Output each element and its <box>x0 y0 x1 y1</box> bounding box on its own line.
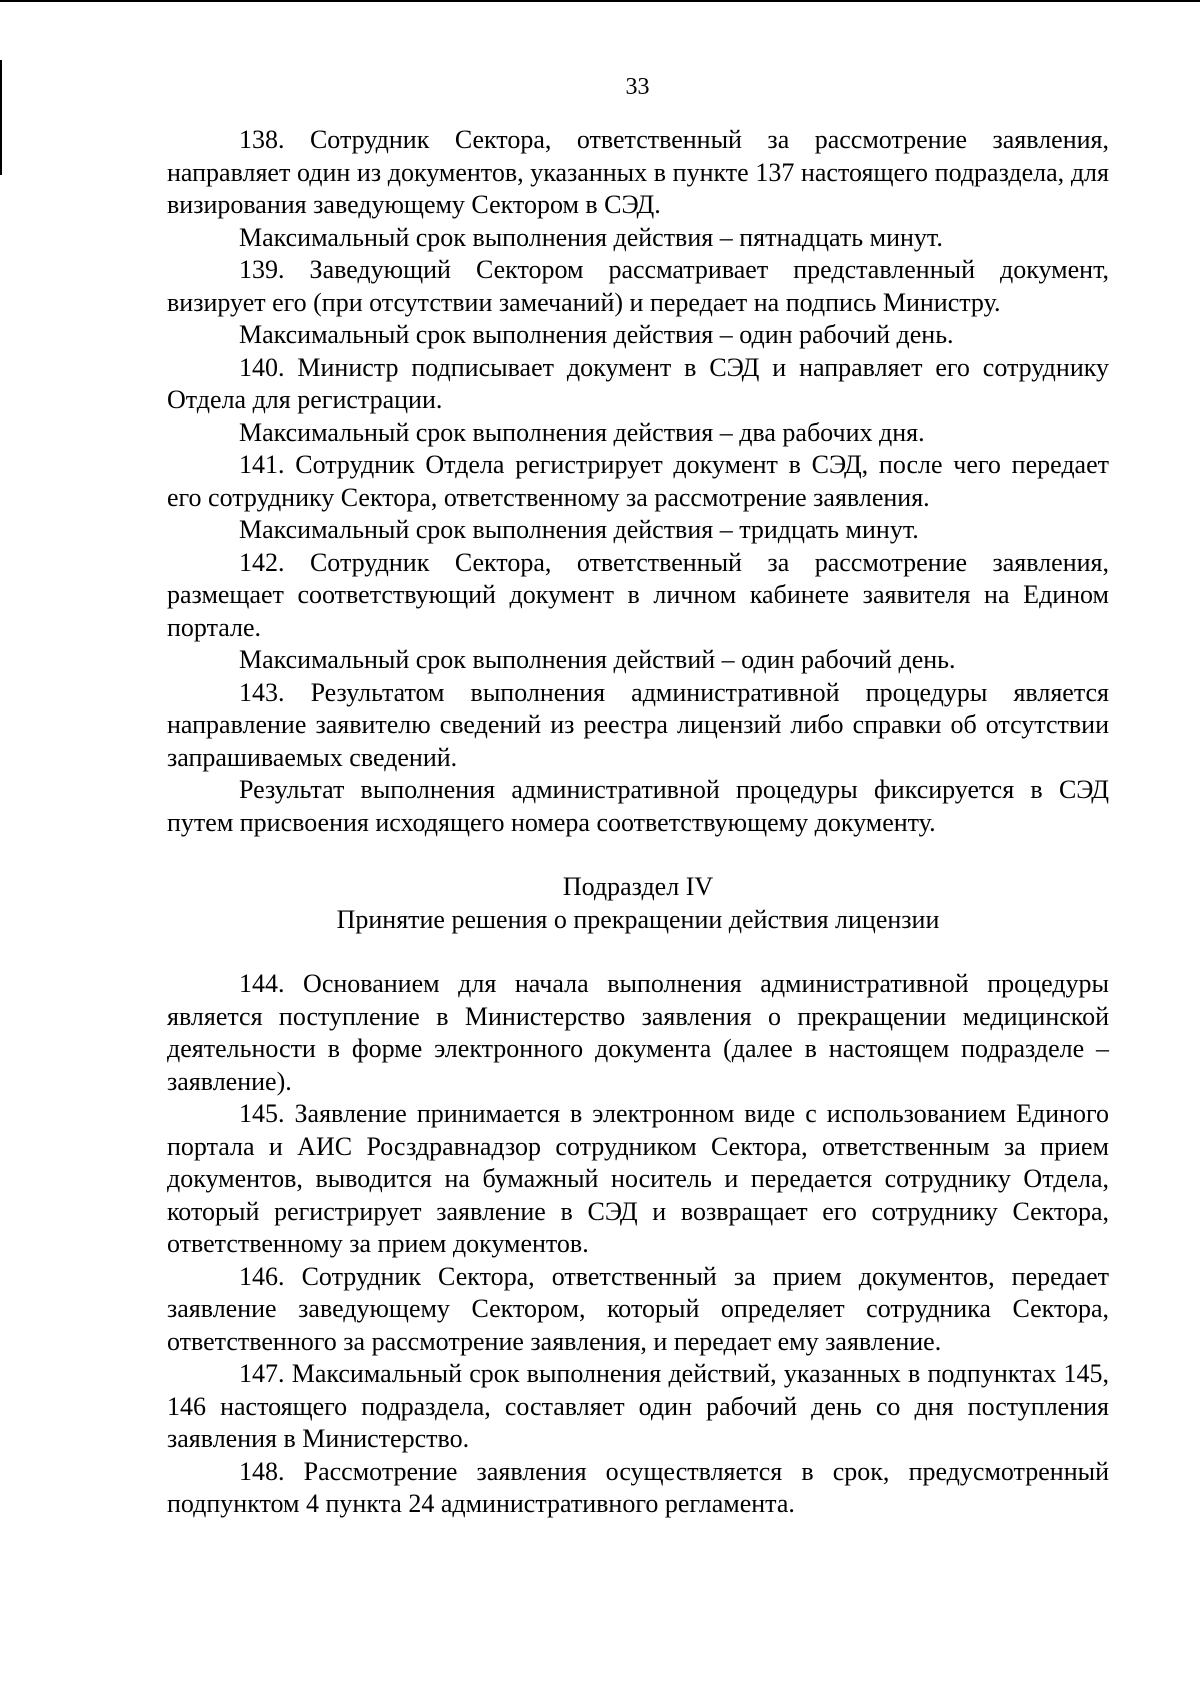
scan-edge-top <box>0 0 1200 2</box>
paragraph-143: 143. Результатом выполнения административной процедуры является направление заявителю сведений из реестра лицензий либо справки об отсутствии запрашиваемых сведений. <box>167 677 1109 772</box>
paragraph-139-deadline: Максимальный срок выполнения действия – один рабочий день. <box>239 320 954 349</box>
page-number: 33 <box>625 74 650 100</box>
section-label: Подраздел IV <box>562 872 714 901</box>
paragraph-142: 142. Сотрудник Сектора, ответственный за рассмотрение заявления, размещает соответствующий документ в личном кабинете заявителя на Едином портале. <box>167 547 1109 642</box>
paragraph-141-deadline: Максимальный срок выполнения действия – тридцать минут. <box>239 515 919 544</box>
paragraph-145: 145. Заявление принимается в электронном виде с использованием Единого портала и АИС Росздравнадзор сотрудником Сектора, ответственным за прием документов, выводится на бумажный носитель и передается сотруднику Отдела, который регистрирует заявление в СЭД и возвращает его сотруднику Сектора, ответственному за прием документов. <box>167 1099 1109 1258</box>
paragraph-147: 147. Максимальный срок выполнения действий, указанных в подпунктах 145, 146 настоящего подраздела, составляет один рабочий день со дня поступления заявления в Министерство. <box>167 1359 1109 1453</box>
section-title: Принятие решения о прекращении действия лицензии <box>336 904 940 934</box>
paragraph-140: 140. Министр подписывает документ в СЭД и направляет его сотруднику Отдела для регистрации. <box>167 352 1109 414</box>
paragraph-142-deadline: Максимальный срок выполнения действий – один рабочий день. <box>239 645 956 674</box>
paragraph-144: 144. Основанием для начала выполнения административной процедуры является поступление в Министерство заявления о прекращении медицинской деятельности в форме электронного документа (далее в настоящем подразделе – заявление). <box>167 969 1109 1096</box>
paragraph-140-deadline: Максимальный срок выполнения действия – два рабочих дня. <box>239 417 925 447</box>
document-body <box>167 124 1109 1521</box>
paragraph-138: 138. Сотрудник Сектора, ответственный за рассмотрение заявления, направляет один из документов, указанных в пункте 137 настоящего подраздела, для визирования заведующему Сектором в СЭД. <box>167 125 1109 219</box>
paragraph-146: 146. Сотрудник Сектора, ответственный за прием документов, передает заявление заведующему Сектором, который определяет сотрудника Сектора, ответственного за рассмотрение заявления, и передает ему заявление. <box>167 1261 1109 1356</box>
paragraph-139: 139. Заведующий Сектором рассматривает представленный документ, визирует его (при отсутствии замечаний) и передает на подпись Министру. <box>167 255 1109 317</box>
paragraph-143-result: Результат выполнения административной процедуры фиксируется в СЭД путем присвоения исходящего номера соответствующему документу. <box>167 775 1109 837</box>
paragraph-141: 141. Сотрудник Отдела регистрирует документ в СЭД, после чего передает его сотруднику Сектора, ответственному за рассмотрение заявления. <box>167 450 1109 512</box>
paragraph-138-deadline: Максимальный срок выполнения действия – пятнадцать минут. <box>239 222 943 252</box>
paragraph-148: 148. Рассмотрение заявления осуществляется в срок, предусмотренный подпунктом 4 пункта 24 административного регламента. <box>167 1456 1109 1518</box>
